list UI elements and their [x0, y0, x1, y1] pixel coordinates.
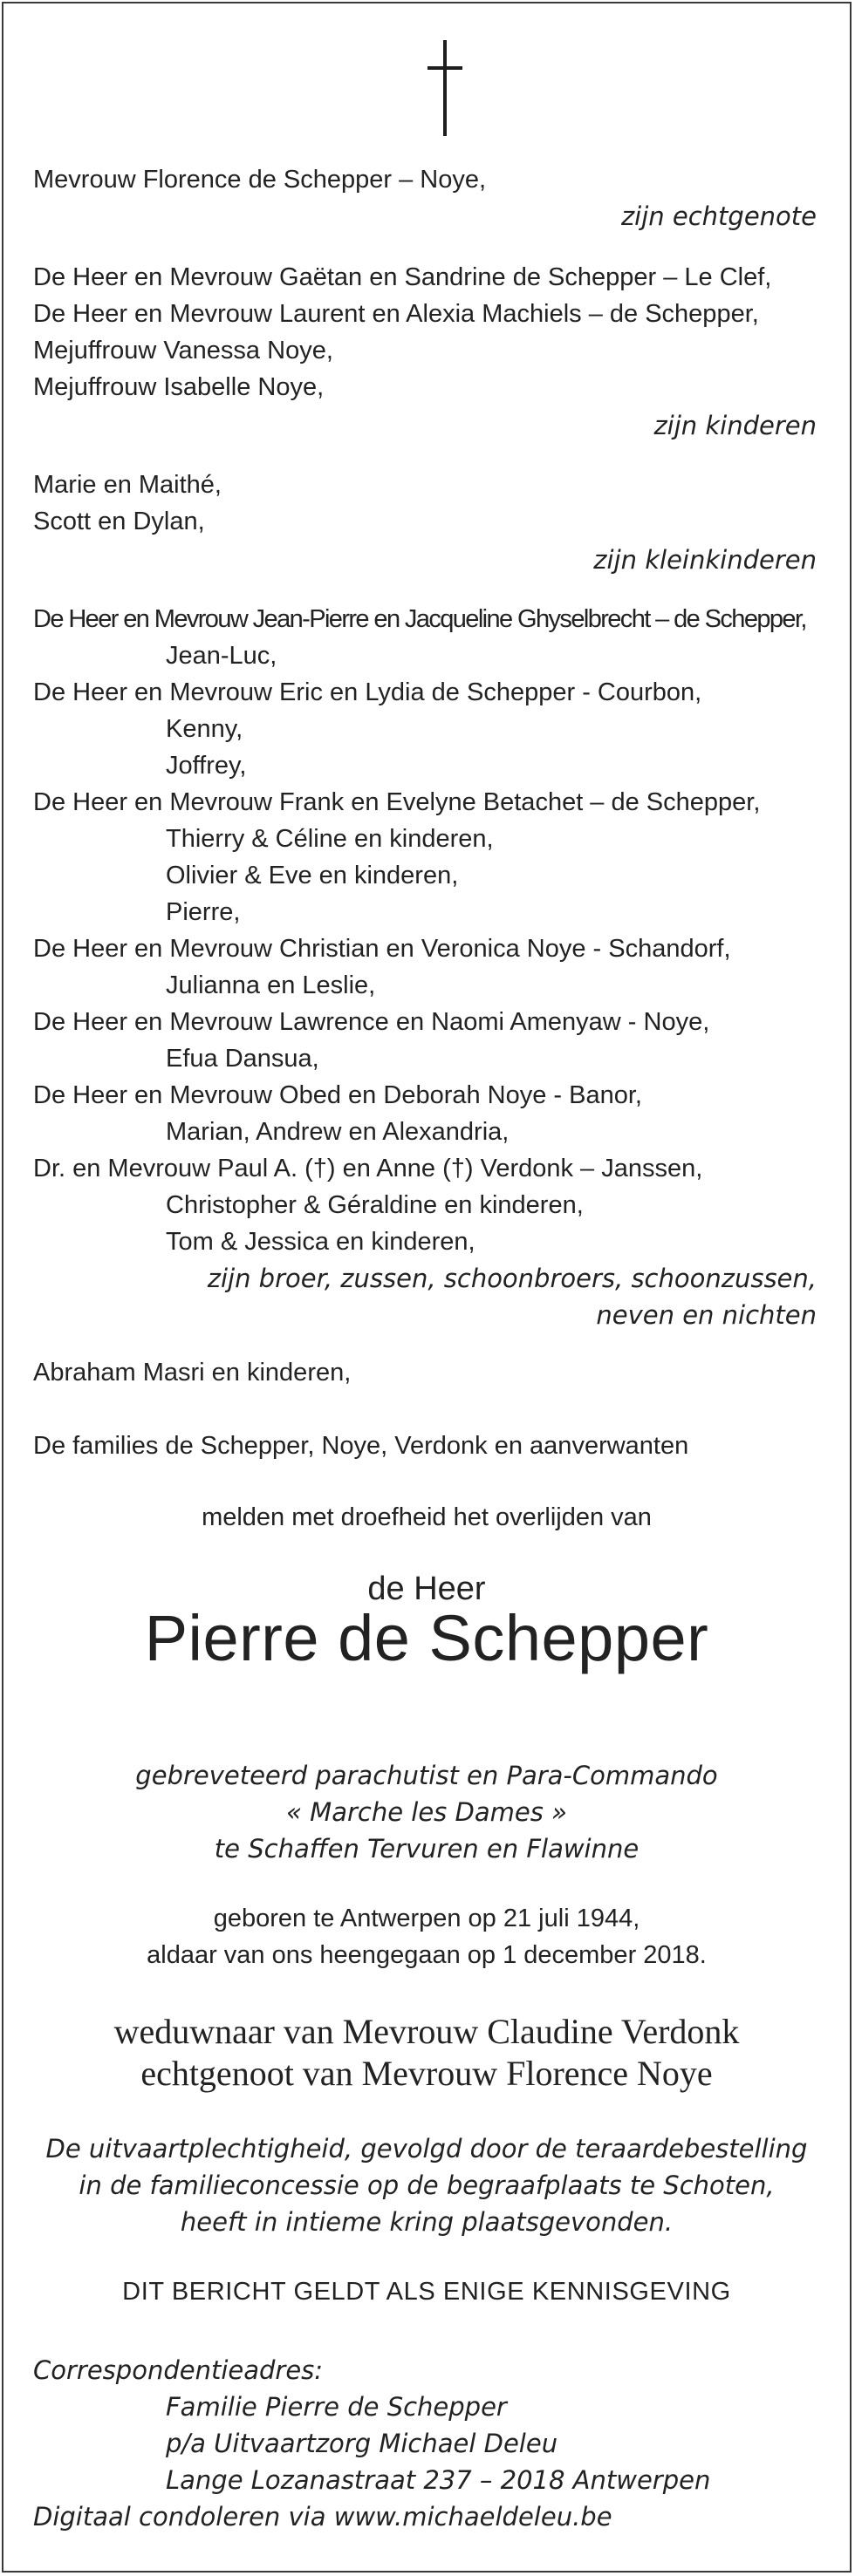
death-line: aldaar van ons heengegaan op 1 december 2018.: [147, 1941, 707, 1969]
notice-line: DIT BERICHT GELDT ALS ENIGE KENNISGEVING: [122, 2278, 731, 2306]
sibling-sub-line: Julianna en Leslie,: [166, 971, 376, 999]
sibling-sub-line: Efua Dansua,: [166, 1045, 319, 1073]
funeral-line: heeft in intieme kring plaatsgevonden.: [180, 2207, 674, 2237]
sibling-line: De Heer en Mevrouw Christian en Veronica Noye - Schandorf,: [33, 935, 731, 963]
sibling-sub-line: Joffrey,: [166, 752, 247, 780]
sibling-sub-line: Olivier & Eve en kinderen,: [166, 862, 459, 889]
sibling-sub-line: Thierry & Céline en kinderen,: [166, 825, 494, 853]
sibling-sub-line: Jean-Luc,: [166, 642, 277, 670]
grandchild-line: Marie en Maithé,: [33, 471, 222, 499]
child-line: Mejuffrouw Isabelle Noye,: [33, 373, 325, 401]
correspondence-line: Familie Pierre de Schepper: [166, 2392, 507, 2422]
bio-line: te Schaffen Tervuren en Flawinne: [214, 1834, 640, 1864]
grandchild-line: Scott en Dylan,: [33, 508, 205, 535]
children-role: zijn kinderen: [653, 411, 817, 440]
siblings-role-line: neven en nichten: [596, 1300, 817, 1330]
families-line: De families de Schepper, Noye, Verdonk en aanverwanten: [33, 1432, 689, 1460]
sibling-line: De Heer en Mevrouw Lawrence en Naomi Amenyaw - Noye,: [33, 1008, 710, 1036]
sibling-line: De Heer en Mevrouw Obed en Deborah Noye - Banor,: [33, 1081, 642, 1109]
spouse-role: zijn echtgenote: [620, 201, 817, 231]
marital-line: weduwnaar van Mevrouw Claudine Verdonk: [113, 2012, 740, 2051]
funeral-line: De uitvaartplechtigheid, gevolgd door de teraardebestelling: [45, 2134, 808, 2164]
correspondence-line: Lange Lozanastraat 237 – 2018 Antwerpen: [166, 2465, 711, 2495]
obituary-card: [2, 2, 852, 2573]
sibling-line: De Heer en Mevrouw Frank en Evelyne Betachet – de Schepper,: [33, 788, 761, 816]
sibling-sub-line: Pierre,: [166, 898, 241, 926]
spouse-name: Mevrouw Florence de Schepper – Noye,: [33, 166, 487, 194]
bio-line: gebreveteerd parachutist en Para-Commando: [135, 1761, 718, 1790]
sibling-sub-line: Christopher & Géraldine en kinderen,: [166, 1191, 584, 1219]
correspondence-label: Correspondentieadres:: [33, 2355, 324, 2385]
sibling-line: De Heer en Mevrouw Eric en Lydia de Schepper - Courbon,: [33, 678, 702, 706]
announcement-intro: melden met droefheid het overlijden van: [202, 1503, 652, 1531]
abraham-line: Abraham Masri en kinderen,: [33, 1359, 352, 1387]
sibling-line: De Heer en Mevrouw Jean-Pierre en Jacqueline Ghyselbrecht – de Schepper,: [33, 605, 806, 633]
birth-line: geboren te Antwerpen op 21 juli 1944,: [213, 1905, 640, 1932]
funeral-line: in de familieconcessie op de begraafplaats te Schoten,: [79, 2171, 775, 2200]
siblings-role-line: zijn broer, zussen, schoonbroers, schoonzussen,: [207, 1264, 817, 1293]
grandchildren-role: zijn kleinkinderen: [593, 545, 817, 575]
sibling-sub-line: Kenny,: [166, 715, 243, 743]
online-condolence-line: Digitaal condoleren via www.michaeldeleu.be: [33, 2502, 612, 2532]
child-line: Mejuffrouw Vanessa Noye,: [33, 337, 333, 365]
sibling-line: Dr. en Mevrouw Paul A. (†) en Anne (†) Verdonk – Janssen,: [33, 1155, 703, 1182]
cross-icon: [428, 40, 462, 136]
deceased-title: de Heer: [367, 1571, 486, 1607]
marital-line: echtgenoot van Mevrouw Florence Noye: [140, 2054, 713, 2093]
correspondence-line: p/a Uitvaartzorg Michael Deleu: [166, 2429, 558, 2458]
child-line: De Heer en Mevrouw Gaëtan en Sandrine de Schepper – Le Clef,: [33, 263, 772, 291]
deceased-name: Pierre de Schepper: [144, 1602, 709, 1674]
sibling-sub-line: Marian, Andrew en Alexandria,: [166, 1118, 510, 1146]
sibling-sub-line: Tom & Jessica en kinderen,: [166, 1228, 475, 1256]
bio-line: « Marche les Dames »: [286, 1797, 567, 1827]
child-line: De Heer en Mevrouw Laurent en Alexia Machiels – de Schepper,: [33, 300, 759, 328]
